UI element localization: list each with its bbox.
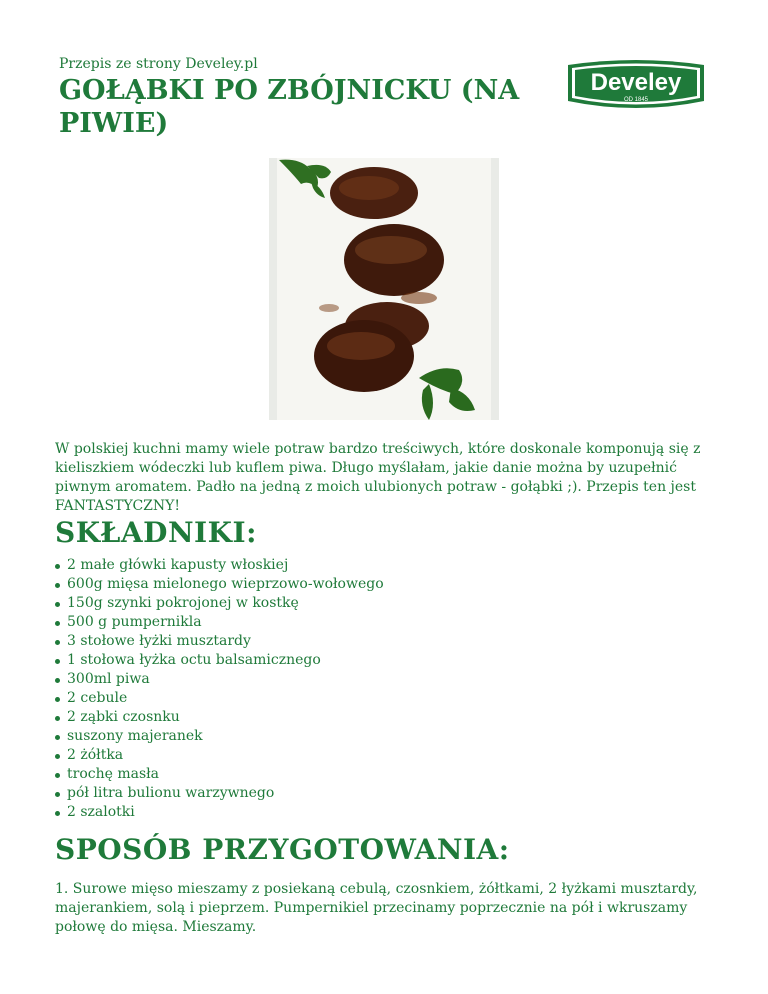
bullet-icon bbox=[55, 564, 60, 569]
ingredients-heading: SKŁADNIKI: bbox=[55, 516, 257, 549]
list-item bbox=[55, 651, 384, 670]
list-item bbox=[55, 632, 384, 651]
develey-logo bbox=[562, 57, 710, 117]
method-step: 1. Surowe mięso mieszamy z posiekaną cebulą, czosnkiem, żółtkami, 2 łyżkami musztardy, majerankiem, solą i pieprzem. Pumpernikiel przecinamy poprzecznie na pół i wkruszamy połowę do mięsa. Mieszamy. bbox=[55, 881, 698, 935]
bullet-icon bbox=[55, 792, 60, 797]
ingredient-text: 2 małe główki kapusty włoskiej bbox=[67, 557, 289, 573]
ingredient-text: 500 g pumpernikla bbox=[67, 614, 202, 630]
bullet-icon bbox=[55, 678, 60, 683]
recipe-title: GOŁĄBKI PO ZBÓJNICKU (NA PIWIE) bbox=[59, 75, 520, 139]
logo-brand: Develey bbox=[590, 69, 682, 96]
ingredient-text: 150g szynki pokrojonej w kostkę bbox=[67, 595, 299, 611]
list-item bbox=[55, 556, 384, 575]
ingredients-list bbox=[55, 556, 384, 822]
list-item bbox=[55, 594, 384, 613]
bullet-icon bbox=[55, 659, 60, 664]
ingredient-text: 2 ząbki czosnku bbox=[67, 709, 180, 725]
list-item bbox=[55, 746, 384, 765]
ingredient-text: 1 stołowa łyżka octu balsamicznego bbox=[67, 652, 321, 668]
ingredient-text: 600g mięsa mielonego wieprzowo-wołowego bbox=[67, 576, 384, 592]
bullet-icon bbox=[55, 583, 60, 588]
bullet-icon bbox=[55, 602, 60, 607]
list-item bbox=[55, 784, 384, 803]
list-item bbox=[55, 670, 384, 689]
bullet-icon bbox=[55, 811, 60, 816]
bullet-icon bbox=[55, 621, 60, 626]
intro-text: W polskiej kuchni mamy wiele potraw bardzo treściwych, które doskonale komponują się z kieliszkiem wódeczki lub kuflem piwa. Długo myślałam, jakie danie można by uzupełnić piwnym aromatem. Padło na jedną z moich ulubionych potraw - gołąbki ;). Przepis ten jest FANTASTYCZNY! bbox=[55, 441, 701, 514]
bullet-icon bbox=[55, 716, 60, 721]
ingredient-text: 300ml piwa bbox=[67, 671, 150, 687]
ingredient-text: trochę masła bbox=[67, 766, 160, 782]
ingredient-text: 2 żółtka bbox=[67, 747, 124, 763]
dish-photo bbox=[269, 158, 499, 420]
ingredient-text: 2 szalotki bbox=[67, 804, 135, 820]
list-item bbox=[55, 575, 384, 594]
list-item bbox=[55, 803, 384, 822]
bullet-icon bbox=[55, 735, 60, 740]
ingredient-text: 3 stołowe łyżki musztardy bbox=[67, 633, 251, 649]
source-line: Przepis ze strony Develey.pl bbox=[59, 56, 258, 72]
list-item bbox=[55, 613, 384, 632]
ingredient-text: suszony majeranek bbox=[67, 728, 203, 744]
bullet-icon bbox=[55, 640, 60, 645]
method-heading: SPOSÓB PRZYGOTOWANIA: bbox=[55, 833, 510, 866]
list-item bbox=[55, 765, 384, 784]
list-item bbox=[55, 708, 384, 727]
logo-since: OD 1845 bbox=[623, 97, 649, 103]
bullet-icon bbox=[55, 754, 60, 759]
list-item bbox=[55, 689, 384, 708]
bullet-icon bbox=[55, 773, 60, 778]
bullet-icon bbox=[55, 697, 60, 702]
ingredient-text: 2 cebule bbox=[67, 690, 128, 706]
list-item bbox=[55, 727, 384, 746]
ingredient-text: pół litra bulionu warzywnego bbox=[67, 785, 275, 801]
